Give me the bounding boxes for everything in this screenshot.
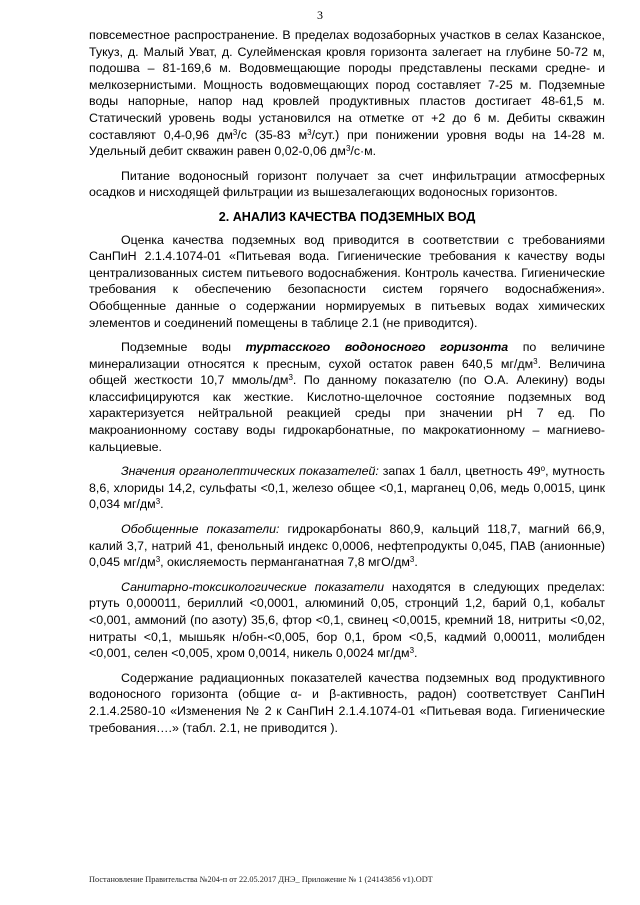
paragraph-organoleptic [89, 463, 605, 513]
text-run: /с·м. [350, 144, 377, 159]
paragraph-recharge: Питание водоносный горизонт получает за счет инфильтрации атмосферных осадков и нисходящей фильтрации из вышезалегающих водоносных горизонтов. [89, 168, 605, 200]
text-run: . [414, 646, 418, 661]
text-run: повсеместное распространение. В пределах водозаборных участков в селах Казанское, Тукуз, д. Малый Уват, д. Сулейменская кровля горизонта залегает на глубине 50-72 м, подошва – 81-169,6 м. Водовмещающие породы представлены песками средне- и мелкозернистыми. Мощность водовмещающих пород составляет 7-25 м. Подземные воды напорные, напор над кровлей продуктивных пластов достигает 48-61,5 м. Статический уровень воды установился на отметке от +2 до 6 м. Дебиты скважин составляют 0,4-0,96 дм [89, 28, 605, 142]
superscript: 3 [232, 127, 238, 137]
text-run: , окисляемость перманганатная 7,8 мгО/дм [160, 555, 410, 570]
superscript: 3 [409, 555, 415, 565]
emphasis-aquifer-name: туртасского водоносного горизонта [245, 340, 509, 355]
text-run: . Величина общей жесткости 10,7 ммоль/дм [89, 356, 605, 388]
superscript: 3 [155, 497, 161, 507]
text-run: . По данному показателю (по О.А. Алекину) воды классифицируются как жесткие. Кислотно-щелочное состояние подземных вод характеризуется нейтральной реакцией среды при значении pH 7 ед. По макроанионному составу воды гидрокарбонатные, по макрокатионному – магниево-кальциевые. [89, 373, 606, 454]
text-run: запах 1 балл, цветность 49 [378, 464, 541, 479]
text-run: , мутность 8,6, хлориды 14,2, сульфаты <0,1, железо общее <0,1, марганец 0,06, медь 0,0015, цинк 0,034 мг/дм [89, 464, 605, 512]
superscript: 3 [533, 356, 538, 366]
italic-label: Санитарно-токсикологические показатели [121, 579, 385, 594]
paragraph-aquifer-description [89, 27, 605, 160]
text-run: находятся в следующих пределах: ртуть 0,000011, бериллий <0,0001, алюминий 0,05, стронций 1,2, барий 0,1, кобальт <0,001, аммоний (по азоту) 35,6, фтор <0,1, свинец <0,0015, кремний 18, нитриты <0,02, нитраты <0,1, мышьяк н/обн-<0,005, бор 0,1, бром <0,5, кадмий 0,00011, молибден <0,001, селен <0,005, хром 0,0014, никель 0,0024 мг/дм [89, 579, 605, 661]
paragraph-generalized-indicators [89, 521, 605, 571]
text-run: /с (35-83 м [237, 127, 308, 142]
superscript: о [540, 464, 546, 474]
paragraph-quality-assessment: Оценка качества подземных вод приводится в соответствии с требованиями СанПиН 2.1.4.1074-01 «Питьевая вода. Гигиенические требования к качеству воды централизованных систем питьевого водоснабжения. Контроль качества. Гигиенические требования к обеспечению безопасности систем горячего водоснабжения». Обобщенные данные о содержании нормируемых в питьевых водах химических элементов и соединений помещены в таблице 2.1 (не приводится). [89, 232, 605, 330]
document-body [89, 27, 605, 736]
text-run: . [160, 497, 164, 512]
superscript: 3 [307, 127, 312, 137]
text-run: /сут.) при понижении уровня воды на 14-28 м. Удельный дебит скважин равен 0,02-0,06 дм [89, 127, 606, 159]
superscript: 3 [409, 646, 415, 656]
page-footer: Постановление Правительства №204-п от 22.05.2017 ДНЭ_ Приложение № 1 (24143856 v1).ODT [89, 875, 433, 884]
text-run: по величине минерализации относятся к пресным, сухой остаток равен 640,5 мг/дм [89, 340, 606, 371]
italic-label: Обобщенные показатели: [121, 522, 280, 537]
superscript: 3 [155, 555, 161, 565]
superscript: 3 [345, 144, 351, 154]
paragraph-radiation: Содержание радиационных показателей качества подземных вод продуктивного водоносного горизонта (общие α- и β-активность, радон) соответствует СанПиН 2.1.4.2580-10 «Изменения № 2 к СанПиН 2.1.4.1074-01 «Питьевая вода. Гигиенические требования….» (табл. 2.1, не приводится ). [89, 670, 605, 735]
paragraph-mineralization [89, 339, 605, 455]
page-number: 3 [317, 8, 323, 22]
paragraph-sanitary-toxicological [89, 579, 605, 662]
section-heading: 2. АНАЛИЗ КАЧЕСТВА ПОДЗЕМНЫХ ВОД [218, 209, 476, 224]
text-run: . [414, 555, 418, 570]
text-run: Подземные воды [121, 340, 246, 355]
italic-label: Значения органолептических показателей: [121, 464, 379, 479]
text-run: гидрокарбонаты 860,9, кальций 118,7, магний 66,9, калий 3,7, натрий 41, фенольный индекс 0,0006, нефтепродукты 0,045, ПАВ (анионные) 0,045 мг/дм [89, 522, 605, 570]
superscript: 3 [288, 373, 293, 383]
